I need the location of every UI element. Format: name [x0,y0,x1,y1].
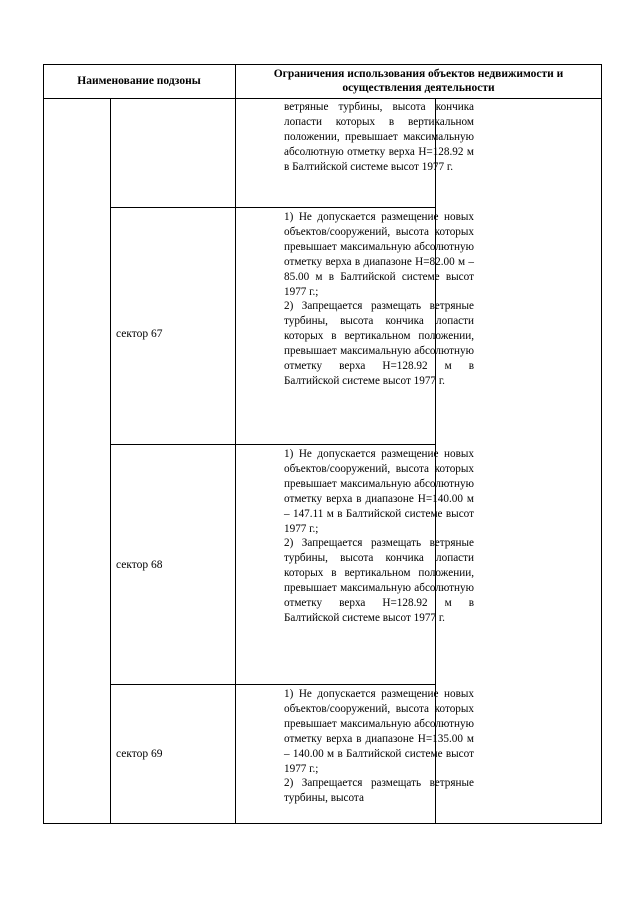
restriction-cell-continuation [284,100,474,175]
row-divider-2 [110,444,436,445]
restriction-item-2: 2) Запрещается размещать ветряные турбины, высота [284,777,474,805]
table-right-border [601,64,602,824]
restrictions-table [43,64,602,824]
restriction-text: ветряные турбины, высота кончика лопасти которых в вертикальном положении, превышает максимальную абсолютную отметку верха Н=128.92 м в Балтийской системе высот 1977 г. [284,101,474,173]
table-bottom-border [43,823,602,824]
row-divider-1 [110,207,436,208]
restriction-item-1: 1) Не допускается размещение новых объектов/сооружений, высота которых превышает максимальную абсолютную отметку верха в диапазоне Н=135.00 м – 140.00 м в Балтийской системе высот 1977 г.; [284,688,474,775]
sector-label-68: сектор 68 [116,559,163,571]
header-divider [43,98,602,99]
restriction-item-1: 1) Не допускается размещение новых объектов/сооружений, высота которых превышает максимальную абсолютную отметку верха в диапазоне Н=82.00 м – 85.00 м в Балтийской системе высот 1977 г.; [284,211,474,298]
table-left-border [43,64,44,824]
restriction-cell-69 [284,687,474,806]
restriction-cell-68 [284,447,474,626]
restriction-cell-67 [284,210,474,389]
sector-label-67: сектор 67 [116,328,163,340]
header-restrictions [235,67,602,95]
table-top-border [43,64,602,65]
header-restrictions-line1: Ограничения использования объектов недвижимости и [273,68,564,80]
row-divider-3 [110,684,436,685]
header-restrictions-line2: осуществления деятельности [342,82,495,94]
restriction-item-2: 2) Запрещается размещать ветряные турбины, высота кончика лопасти которых в вертикальном положении, превышает максимальную абсолютную отметку верха Н=128.92 м в Балтийской системе высот 1977 г. [284,300,474,387]
sector-label-69: сектор 69 [116,748,163,760]
restriction-item-1: 1) Не допускается размещение новых объектов/сооружений, высота которых превышает максимальную абсолютную отметку верха в диапазоне Н=140.00 м – 147.11 м в Балтийской системе высот 1977 г.; [284,448,474,535]
header-subzone-name: Наименование подзоны [77,75,201,87]
restriction-item-2: 2) Запрещается размещать ветряные турбины, высота кончика лопасти которых в вертикальном положении, превышает максимальную абсолютную отметку верха Н=128.92 м в Балтийской системе высот 1977 г. [284,537,474,624]
